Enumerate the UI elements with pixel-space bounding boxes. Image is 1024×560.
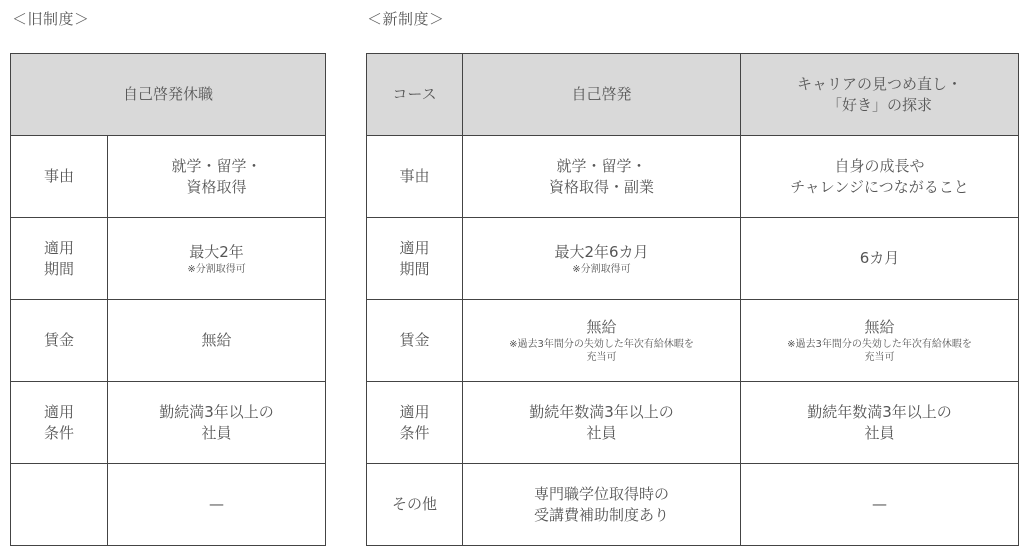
table-row [367, 136, 1019, 218]
table-row [11, 300, 326, 382]
cell-note: ※過去3年間分の失効した年次有給休暇を [509, 339, 694, 350]
cell-line: 勤続年数満3年以上の [807, 402, 952, 421]
cell-line: チャレンジにつながること [790, 177, 969, 196]
cell-main: 無給 [864, 318, 895, 336]
table-cell [108, 218, 326, 300]
row-label: 事由 [367, 136, 463, 218]
table-row [367, 464, 1019, 546]
cell-line: 受講費補助制度あり [533, 505, 669, 524]
table-row [11, 464, 326, 546]
label-line: 条件 [43, 423, 74, 442]
row-label [11, 382, 108, 464]
cell-line: 勤続年数満3年以上の [529, 402, 674, 421]
table-cell [741, 382, 1019, 464]
cell-note: ※過去3年間分の失効した年次有給休暇を [787, 339, 972, 350]
table-cell [463, 300, 741, 382]
table-cell [741, 464, 1019, 546]
table-header-row [367, 54, 1019, 136]
cell-line: 社員 [864, 423, 895, 442]
table-cell [108, 136, 326, 218]
table-cell: 無給 [108, 300, 326, 382]
table-cell [108, 382, 326, 464]
cell-line: 資格取得 [186, 177, 247, 196]
cell-line: 自身の成長や [834, 156, 925, 175]
label-line: 適用 [399, 402, 430, 421]
cell-line: 勤続満3年以上の [159, 402, 274, 421]
cell-note: 充当可 [864, 352, 895, 363]
row-label: 事由 [11, 136, 108, 218]
label-line: 期間 [399, 259, 430, 278]
course-self-development: 自己啓発 [463, 54, 741, 136]
table-cell [463, 218, 741, 300]
course-career-review [741, 54, 1019, 136]
cell-main: 最大2年6カ月 [554, 242, 649, 261]
new-system-caption: ＜新制度＞ [367, 10, 445, 28]
table-row [367, 382, 1019, 464]
label-line: 適用 [399, 238, 430, 257]
row-label [367, 382, 463, 464]
cell-line: 就学・留学・ [171, 156, 262, 175]
cell-line: 専門職学位取得時の [533, 484, 669, 503]
new-system-table [366, 53, 1019, 546]
header-line: 「好き」の探求 [826, 95, 932, 114]
table-header-row [11, 54, 326, 136]
table-cell [108, 464, 326, 546]
cell-line: 就学・留学・ [556, 156, 647, 175]
table-row [367, 300, 1019, 382]
cell-main: 最大2年 [189, 242, 244, 261]
label-line: 適用 [43, 402, 74, 421]
table-row [11, 218, 326, 300]
row-label: その他 [367, 464, 463, 546]
old-system-table [10, 53, 326, 546]
row-label [11, 464, 108, 546]
table-cell [741, 136, 1019, 218]
cell-line: 資格取得・副業 [548, 177, 654, 196]
table-cell: 6カ月 [741, 218, 1019, 300]
header-line: キャリアの見つめ直し・ [796, 74, 962, 93]
table-cell [463, 464, 741, 546]
table-cell [463, 382, 741, 464]
row-label: 賃金 [367, 300, 463, 382]
label-line: 適用 [43, 238, 74, 257]
old-system-caption: ＜旧制度＞ [12, 10, 90, 28]
label-line: 期間 [43, 259, 74, 278]
cell-main: 無給 [586, 318, 617, 336]
old-header-cell: 自己啓発休職 [11, 54, 326, 136]
table-row [11, 382, 326, 464]
dash-text: — [872, 495, 887, 513]
row-label [367, 218, 463, 300]
table-row [11, 136, 326, 218]
course-header-label: コース [367, 54, 463, 136]
table-cell [463, 136, 741, 218]
row-label [11, 218, 108, 300]
row-label: 賃金 [11, 300, 108, 382]
label-line: 条件 [399, 423, 430, 442]
table-row [367, 218, 1019, 300]
dash-text: — [209, 495, 224, 513]
cell-note: ※分割取得可 [187, 263, 246, 275]
cell-line: 社員 [586, 423, 617, 442]
table-cell [741, 300, 1019, 382]
cell-note: ※分割取得可 [572, 263, 631, 275]
cell-line: 社員 [201, 423, 232, 442]
cell-note: 充当可 [586, 352, 617, 363]
